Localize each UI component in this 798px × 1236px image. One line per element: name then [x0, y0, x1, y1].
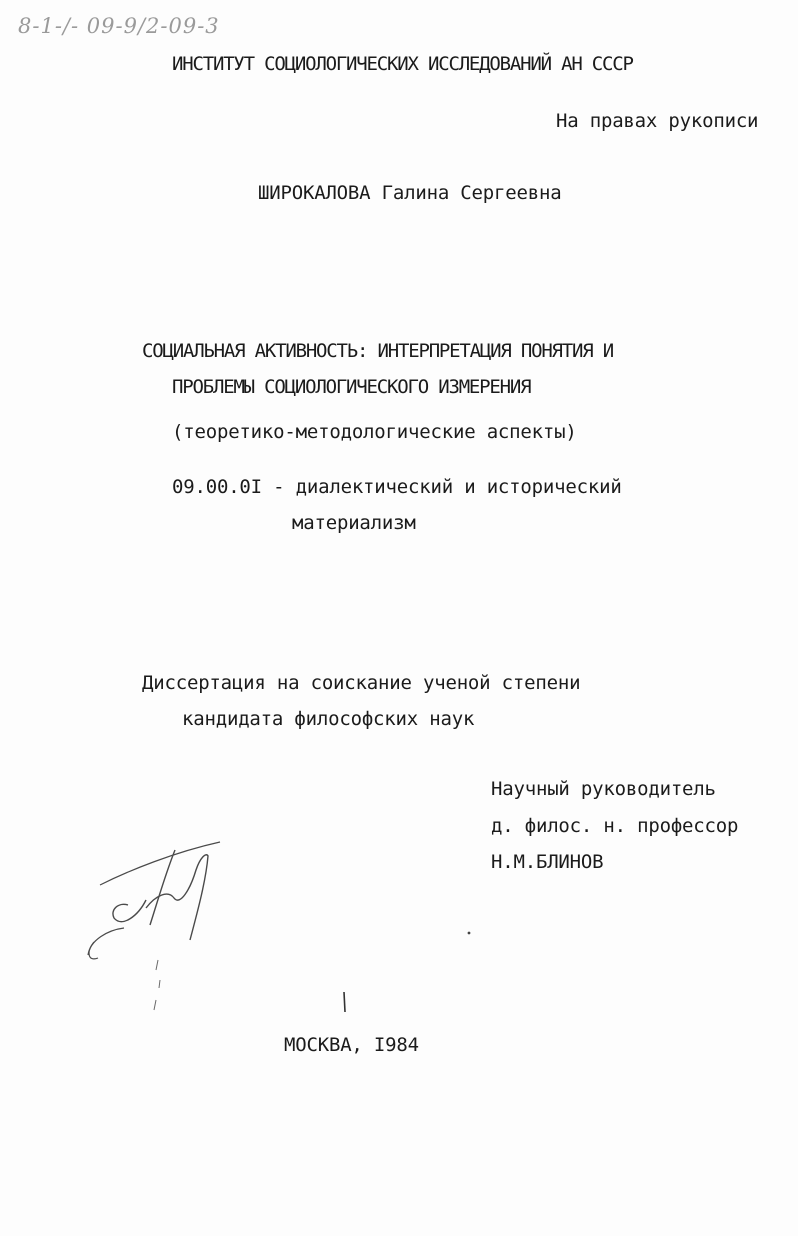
- degree-line-1: Диссертация на соискание ученой степени: [142, 672, 581, 694]
- signature-icon: [80, 830, 240, 1020]
- supervisor-role: Научный руководитель: [491, 778, 716, 800]
- supervisor-credentials: д. филос. н. профессор: [491, 815, 739, 837]
- dot-mark-icon: [466, 930, 472, 936]
- specialty-line-2: материализм: [292, 512, 416, 534]
- place-and-year: МОСКВА, I984: [284, 1034, 419, 1056]
- title-subtitle: (теоретико-методологические аспекты): [172, 421, 577, 443]
- author-name: ШИРОКАЛОВА Галина Сергеевна: [258, 182, 562, 204]
- institution-name: ИНСТИТУТ СОЦИОЛОГИЧЕСКИХ ИССЛЕДОВАНИЙ АН СССР: [172, 53, 633, 75]
- title-line-1: СОЦИАЛЬНАЯ АКТИВНОСТЬ: ИНТЕРПРЕТАЦИЯ ПОНЯТИЯ И: [142, 340, 613, 362]
- manuscript-rights-note: На правах рукописи: [556, 110, 759, 132]
- specialty-line-1: 09.00.0I - диалектический и исторический: [172, 476, 622, 498]
- title-line-2: ПРОБЛЕМЫ СОЦИОЛОГИЧЕСКОГО ИЗМЕРЕНИЯ: [172, 376, 531, 398]
- stray-mark-icon: [340, 990, 350, 1020]
- supervisor-name: Н.М.БЛИНОВ: [491, 851, 604, 873]
- archive-mark: 8-1-/- 09-9/2-09-3: [18, 14, 220, 38]
- degree-line-2: кандидата философских наук: [182, 708, 475, 730]
